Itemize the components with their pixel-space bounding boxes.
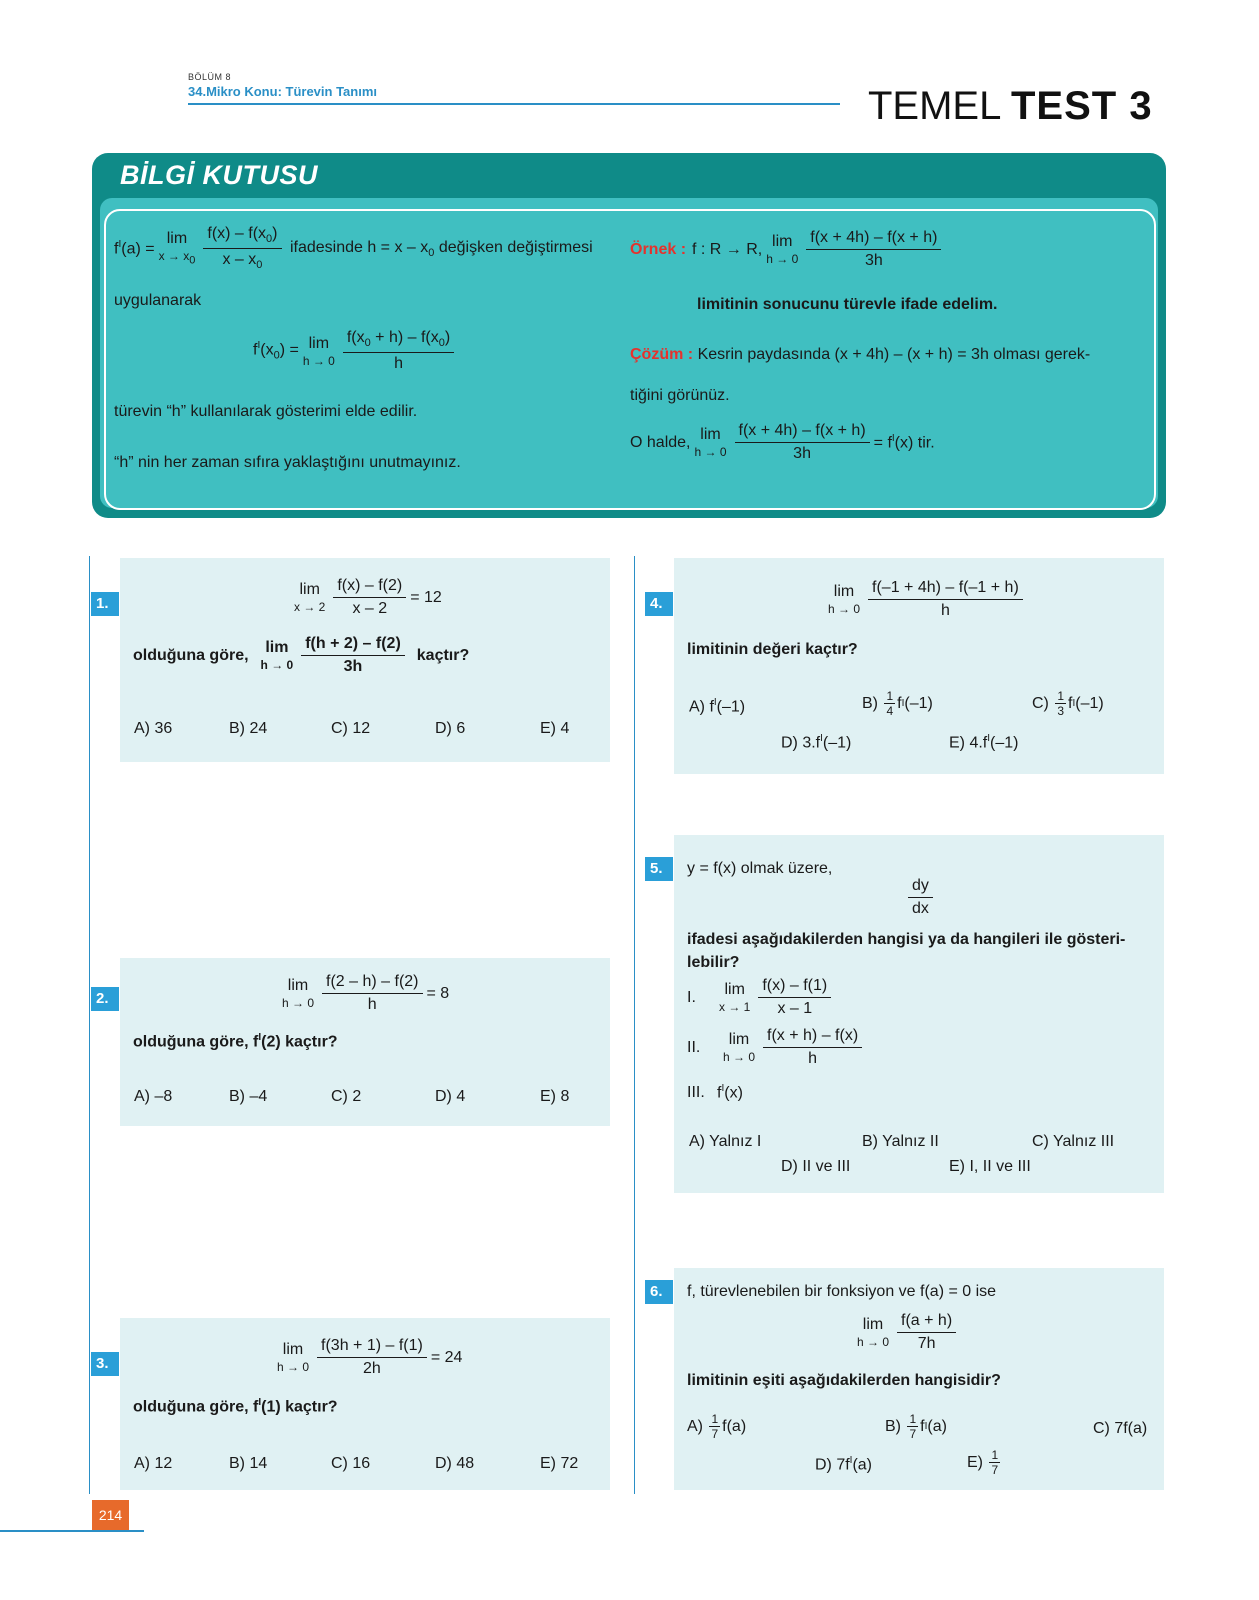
lim-word: lim [728,1031,750,1048]
h-definition-formula [253,330,458,372]
lim-sub: h → 0 [694,445,727,459]
q5-item-3-roman: III. [687,1084,705,1102]
q3-option-d[interactable]: D) 48 [435,1455,475,1472]
q4-option-d[interactable]: D) $3.f^I(-1)$ [781,733,852,752]
example-denominator: 3h [864,252,883,269]
q5-option-e[interactable]: E) I, II ve III [949,1158,1031,1175]
q6-a-label: A) [687,1417,703,1435]
solution-line2: tiğini görünüz. [630,387,730,404]
question-5-number: 5. [645,857,673,881]
q6-given-denominator: 7h [917,1335,936,1352]
q1-option-e[interactable]: E) 4 [540,720,570,737]
q4-given-numerator: f(–1 + 4h) – f(–1 + h) [868,580,1023,600]
q3-given-numerator: f(3h + 1) – f(1) [317,1338,427,1358]
question-5-intro: y = f(x) olmak üzere, [687,860,833,877]
example-line2: limitinin sonucunu türevle ifade edelim. [697,296,998,313]
q2-given-numerator: f(2 – h) – f(2) [322,974,422,994]
test-title-light: TEMEL [868,84,1000,128]
lim-sub: h → 0 [828,602,861,616]
q4-b-den: 4 [886,704,894,718]
lim-word: lim [833,583,855,600]
q4-c-den: 3 [1057,704,1065,718]
page-footer-line [0,1530,144,1532]
question-1-ask [133,636,469,675]
q3-option-c[interactable]: C) 16 [331,1455,371,1472]
question-6-intro: f, türevlenebilen bir fonksiyon ve f(a) = 0 ise [687,1283,997,1300]
lim-sub: $x \to x_0$ [158,248,196,267]
q3-option-e[interactable]: E) 72 [540,1455,579,1472]
q1-ask-suffix: kaçtır? [416,646,470,664]
lim-word: lim [166,229,188,247]
conclusion-formula [630,423,935,462]
example-text: f : R → R, [692,240,763,258]
q5-option-c[interactable]: C) Yalnız III [1032,1133,1115,1150]
question-3-ask: olduğuna göre, $f^I(1)$ kaçtır? [133,1397,338,1416]
question-5-ask-line2: lebilir? [687,954,740,971]
q2-given-denominator: h [367,996,377,1013]
q5-item-1 [687,978,835,1017]
q5-item-1-roman: I. [687,988,696,1006]
definition-formula [114,226,593,271]
q3-given-eq: = 24 [430,1348,463,1366]
q2-option-d[interactable]: D) 4 [435,1088,466,1105]
def-numerator: $f(x) - f(x_0)$ [203,226,281,249]
q5-option-b[interactable]: B) Yalnız II [862,1133,939,1150]
lim-sub: h → 0 [277,1360,310,1374]
q4-c-num: 1 [1057,689,1065,703]
def-prefix: $f^I(a)$ = [114,239,155,258]
h-def-prefix: $f^I(x_0)$ = [253,340,299,362]
question-5-ask-line1: ifadesi aşağıdakilerden hangisi ya da hangileri ile gösteri- [687,931,1126,948]
conclusion-numerator: f(x + 4h) – f(x + h) [735,423,870,443]
question-6-given [853,1313,960,1352]
q1-given-denominator: x – 2 [352,600,388,617]
def-text: ifadesinde $h = x - x_0$ değişken değiştirmesi [285,238,593,259]
lim-word: lim [724,981,745,998]
q6-option-e[interactable] [967,1449,1002,1476]
lim-sub: h → 0 [766,252,799,266]
example-formula [630,230,945,269]
lim-word: lim [862,1316,884,1333]
q6-a-expr: f(a) [722,1417,747,1435]
q5-item-1-num: f(x) – f(1) [758,978,831,998]
example-label: Örnek : [630,240,687,258]
question-6-ask: limitinin eşiti aşağıdakilerden hangisidir? [687,1372,1001,1389]
q4-option-c[interactable]: C) $\frac{1}{3}$ f I (–1) [1032,689,1104,718]
lim-sub: x → 2 [294,600,326,614]
q5-item-2-roman: II. [687,1038,701,1056]
q5-item-2-num: f(x + h) – f(x) [763,1028,862,1048]
lim-sub: h → 0 [260,658,294,672]
q5-item-1-den: x – 1 [777,1000,813,1017]
lim-sub: x → 1 [719,1000,751,1014]
conclusion-denominator: 3h [793,445,811,462]
def-denominator: x – $x_0$ [222,251,263,272]
question-6-number: 6. [645,1280,673,1304]
q4-c-label: C) [1032,694,1049,712]
q5-item-3: III. $f^I(x)$ [687,1083,743,1102]
q3-given-denominator: 2h [363,1360,381,1377]
q1-option-d[interactable]: D) 6 [435,720,466,737]
lim-sub: h → 0 [857,1335,890,1349]
q4-given-denominator: h [940,602,950,619]
info-line-reminder: “h” nin her zaman sıfıra yaklaştığını unutmayınız. [114,454,461,471]
question-5-dydx [904,878,937,917]
q6-a-den: 7 [711,1427,719,1441]
lim-sub: h → 0 [302,353,335,368]
test-title [868,84,1153,129]
q3-option-a[interactable]: A) 12 [134,1455,173,1472]
lim-sub: h → 0 [282,996,315,1010]
example-numerator: f(x + 4h) – f(x + h) [806,230,941,250]
q2-option-a[interactable]: A) –8 [134,1088,173,1105]
lim-word: lim [700,426,721,443]
q1-given-eq: = 12 [410,588,442,606]
right-column-rule [634,556,635,1494]
lim-sub: h → 0 [723,1050,756,1064]
q2-option-b[interactable]: B) –4 [229,1088,268,1105]
q6-e-num: 1 [991,1448,999,1462]
q5-dx: dx [912,900,929,917]
topic-underline [188,103,840,105]
q5-option-a[interactable]: A) Yalnız I [689,1133,762,1150]
q5-dy: dy [908,878,933,898]
q4-b-label: B) [862,694,878,712]
q6-option-a[interactable] [687,1413,746,1440]
lim-word: lim [308,334,330,352]
conclusion-prefix: O halde, [630,433,691,451]
q2-option-e[interactable]: E) 8 [540,1088,570,1105]
question-1-given [290,578,442,617]
q1-option-b[interactable]: B) 24 [229,720,268,737]
solution-text: Kesrin paydasında (x + 4h) – (x + h) = 3h olması gerek- [697,346,1091,363]
info-box-title: BİLGİ KUTUSU [120,160,318,190]
q5-item-2 [687,1028,866,1067]
test-title-bold: TEST 3 [1011,84,1153,128]
lim-word: lim [282,1341,304,1358]
q6-a-num: 1 [711,1412,719,1426]
q1-ask-numerator: f(h + 2) – f(2) [301,636,405,656]
question-2-ask: olduğuna göre, $f^I(2)$ kaçtır? [133,1032,338,1051]
h-def-numerator: $f(x_0 + h) - f(x_0)$ [343,330,454,353]
q1-option-c[interactable]: C) 12 [331,720,371,737]
q5-option-d[interactable]: D) II ve III [781,1158,851,1175]
lim-word: lim [287,977,309,994]
lim-word: lim [772,233,793,250]
chapter-label: BÖLÜM 8 [188,72,232,82]
lim-word: lim [299,581,320,598]
question-4-given [824,580,1027,619]
q5-item-2-den: h [808,1050,818,1067]
info-line-uygulanarak: uygulanarak [114,292,202,309]
question-3-number: 3. [91,1352,119,1376]
question-3-given [273,1338,462,1377]
q2-option-c[interactable]: C) 2 [331,1088,362,1105]
lim-word: lim [265,639,289,656]
h-def-denominator: h [394,355,403,373]
question-1-number: 1. [91,592,119,616]
q6-b-den: 7 [909,1427,917,1441]
q1-option-a[interactable]: A) 36 [134,720,173,737]
q6-option-d[interactable]: D) $7f^I(a)$ [815,1455,873,1474]
question-2-number: 2. [91,987,119,1011]
conclusion-suffix: = $f^I(x)$ tir. [873,432,935,452]
q4-option-a[interactable]: A) $f^I(-1)$ [689,697,746,716]
q1-ask-denominator: 3h [343,658,363,675]
page-number: 214 [92,1500,129,1530]
q6-given-numerator: f(a + h) [897,1313,956,1333]
q6-e-den: 7 [991,1463,999,1477]
q4-b-num: 1 [886,689,894,703]
question-4-number: 4. [645,592,673,616]
q2-given-eq: = 8 [426,984,450,1002]
info-line-turev: türevin “h” kullanılarak gösterimi elde edilir. [114,403,418,420]
q6-option-c[interactable]: C) 7f(a) [1093,1420,1148,1437]
left-column-rule [89,556,90,1494]
q4-option-e[interactable]: E) $4.f^I(-1)$ [949,733,1019,752]
q3-option-b[interactable]: B) 14 [229,1455,268,1472]
solution-label: Çözüm : [630,346,694,363]
topic-label: 34.Mikro Konu: Türevin Tanımı [188,84,378,99]
q4-option-b[interactable]: B) $\frac{1}{4}$ f I (–1) [862,689,933,718]
q1-ask-prefix: olduğuna göre, [133,646,249,664]
q6-b-label: B) [885,1417,901,1435]
q6-option-b[interactable]: B) $\frac{1}{7}$ f I (a) [885,1412,947,1441]
question-4-ask: limitinin değeri kaçtır? [687,641,858,658]
q6-e-label: E) [967,1453,983,1471]
q1-given-numerator: f(x) – f(2) [333,578,406,598]
q6-b-num: 1 [909,1412,917,1426]
question-2-given [278,974,449,1013]
solution-line [630,346,1090,364]
